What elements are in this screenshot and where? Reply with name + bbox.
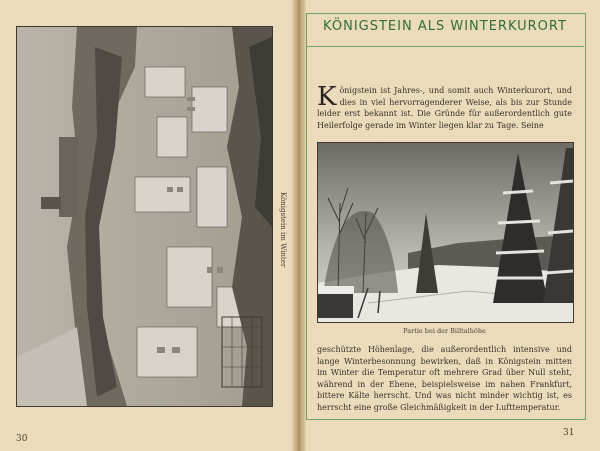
page-title: KÖNIGSTEIN ALS WINTERKURORT: [323, 19, 567, 34]
drop-cap: K: [317, 82, 337, 112]
koenigstein-winter-illustration: [17, 27, 272, 406]
left-photo-caption: Königstein im Winter: [279, 192, 287, 268]
page-number-left: 30: [16, 434, 28, 444]
intro-paragraph: [317, 82, 572, 131]
page-number-right: 31: [563, 428, 575, 438]
continuation-paragraph: geschützte Höhenlage, die außerordentlich intensive und lange Winterbesonnung bewirken, daß in Königstein mitten im Winter die Temperatur oft mehrere Grad über Null steht, während in der Ebene, beispielsweise im nahen Frankfurt, bittere Kälte herrscht. Und was nicht minder wichtig ist, es herrscht eine große Gleichmäßigkeit in der Lufttemperatur.: [317, 345, 572, 412]
billtalhoehe-winter-photo: [317, 142, 574, 323]
snowy-landscape-illustration: [318, 143, 573, 322]
book-gutter: [292, 0, 306, 451]
koenigstein-winter-photo: [16, 26, 273, 407]
right-photo-caption: Partie bei der Billtalhöhe: [403, 327, 486, 335]
intro-paragraph-text: önigstein ist Jahres-, und somit auch Winterkurort, und dies in viel hervorragenderer Weise, als bis zur Stunde leider erst bekannt ist. Die Gründe für außerordentlich gute Heilerfolge gerade im Winter liegen klar zu Tage. Seine: [317, 86, 572, 130]
